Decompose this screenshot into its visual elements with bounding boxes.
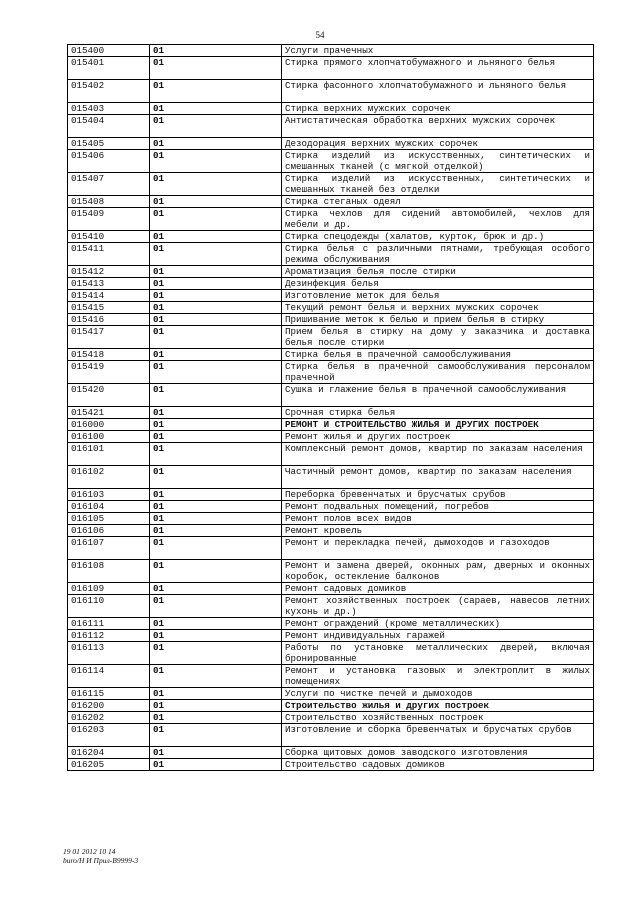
service-description-cell: Ремонт жилья и других построек <box>282 431 594 443</box>
section-number-cell: 01 <box>150 665 282 688</box>
service-code-cell: 015405 <box>68 138 150 150</box>
service-code-cell: 016204 <box>68 747 150 759</box>
section-number-cell: 01 <box>150 80 282 103</box>
table-row <box>68 115 594 138</box>
section-number-cell: 01 <box>150 407 282 419</box>
service-code-cell: 015418 <box>68 349 150 361</box>
service-code-cell: 015403 <box>68 103 150 115</box>
table-row <box>68 513 594 525</box>
service-code-cell: 015408 <box>68 196 150 208</box>
service-description-cell: Пришивание меток к белью и прием белья в стирку <box>282 314 594 326</box>
service-description-cell: Работы по установке металлических дверей, включая бронированные <box>282 642 594 665</box>
table-row <box>68 384 594 407</box>
table-row <box>68 700 594 712</box>
service-code-cell: 016113 <box>68 642 150 665</box>
service-description-cell: Ремонт и установка газовых и электроплит в жилых помещениях <box>282 665 594 688</box>
table-row <box>68 489 594 501</box>
section-number-cell: 01 <box>150 266 282 278</box>
section-number-cell: 01 <box>150 688 282 700</box>
table-row <box>68 80 594 103</box>
service-description-cell: Услуги по чистке печей и дымоходов <box>282 688 594 700</box>
table-row <box>68 314 594 326</box>
service-code-cell: 016108 <box>68 560 150 583</box>
service-code-cell: 015421 <box>68 407 150 419</box>
section-number-cell: 01 <box>150 278 282 290</box>
service-code-cell: 016202 <box>68 712 150 724</box>
service-description-cell: Строительство хозяйственных построек <box>282 712 594 724</box>
table-row <box>68 618 594 630</box>
table-row <box>68 407 594 419</box>
table-row <box>68 196 594 208</box>
service-description-cell: Строительство садовых домиков <box>282 759 594 771</box>
service-code-cell: 016101 <box>68 443 150 466</box>
section-number-cell: 01 <box>150 231 282 243</box>
table-row <box>68 724 594 747</box>
service-description-cell: Дезинфекция белья <box>282 278 594 290</box>
service-code-cell: 016102 <box>68 466 150 489</box>
table-row <box>68 525 594 537</box>
table-row <box>68 138 594 150</box>
section-number-cell: 01 <box>150 642 282 665</box>
section-number-cell: 01 <box>150 595 282 618</box>
table-row <box>68 630 594 642</box>
table-row <box>68 361 594 384</box>
table-row <box>68 688 594 700</box>
service-description-cell: Стирка изделий из искусственных, синтетических и смешанных тканей без отделки <box>282 173 594 196</box>
service-description-cell: Дезодорация верхних мужских сорочек <box>282 138 594 150</box>
section-number-cell: 01 <box>150 489 282 501</box>
section-number-cell: 01 <box>150 724 282 747</box>
service-code-cell: 016104 <box>68 501 150 513</box>
table-row <box>68 443 594 466</box>
service-description-cell: Антистатическая обработка верхних мужских сорочек <box>282 115 594 138</box>
service-description-cell: Ремонт полов всех видов <box>282 513 594 525</box>
page-number: 54 <box>315 30 325 40</box>
table-row <box>68 349 594 361</box>
service-description-cell: Стирка спецодежды (халатов, курток, брюк и др.) <box>282 231 594 243</box>
table-row <box>68 57 594 80</box>
service-code-cell: 016115 <box>68 688 150 700</box>
service-code-cell: 015412 <box>68 266 150 278</box>
service-code-cell: 015417 <box>68 326 150 349</box>
table-row <box>68 642 594 665</box>
footer-file-ref: buro/Н И Прил-В9999-3 <box>63 856 139 865</box>
table-row <box>68 103 594 115</box>
table-row <box>68 173 594 196</box>
table-body <box>68 45 594 771</box>
section-number-cell: 01 <box>150 349 282 361</box>
service-code-cell: 016105 <box>68 513 150 525</box>
table-row <box>68 501 594 513</box>
service-code-cell: 016107 <box>68 537 150 560</box>
service-description-cell: Строительство жилья и других построек <box>282 700 594 712</box>
service-code-cell: 015410 <box>68 231 150 243</box>
section-number-cell: 01 <box>150 759 282 771</box>
service-code-cell: 015411 <box>68 243 150 266</box>
footer-timestamp: 19 01 2012 10 14 <box>63 847 116 856</box>
service-code-cell: 015400 <box>68 45 150 57</box>
service-description-cell: Стирка белья в прачечной самообслуживания <box>282 349 594 361</box>
service-description-cell: Ремонт ограждений (кроме металлических) <box>282 618 594 630</box>
section-number-cell: 01 <box>150 45 282 57</box>
section-number-cell: 01 <box>150 560 282 583</box>
table-row <box>68 208 594 231</box>
section-number-cell: 01 <box>150 326 282 349</box>
section-number-cell: 01 <box>150 57 282 80</box>
section-number-cell: 01 <box>150 501 282 513</box>
section-number-cell: 01 <box>150 138 282 150</box>
table-row <box>68 326 594 349</box>
service-code-cell: 016106 <box>68 525 150 537</box>
service-description-cell: Ремонт и перекладка печей, дымоходов и газоходов <box>282 537 594 560</box>
table-row <box>68 45 594 57</box>
service-code-cell: 016114 <box>68 665 150 688</box>
service-description-cell: Сушка и глажение белья в прачечной самообслуживания <box>282 384 594 407</box>
service-description-cell: РЕМОНТ И СТРОИТЕЛЬСТВО ЖИЛЬЯ И ДРУГИХ ПОСТРОЕК <box>282 419 594 431</box>
service-code-cell: 015404 <box>68 115 150 138</box>
service-code-cell: 015413 <box>68 278 150 290</box>
section-number-cell: 01 <box>150 700 282 712</box>
section-number-cell: 01 <box>150 537 282 560</box>
service-description-cell: Стирка верхних мужских сорочек <box>282 103 594 115</box>
table-row <box>68 431 594 443</box>
section-number-cell: 01 <box>150 384 282 407</box>
table-row <box>68 266 594 278</box>
service-description-cell: Стирка фасонного хлопчатобумажного и льняного белья <box>282 80 594 103</box>
section-number-cell: 01 <box>150 712 282 724</box>
table-row <box>68 150 594 173</box>
service-code-cell: 016203 <box>68 724 150 747</box>
section-number-cell: 01 <box>150 361 282 384</box>
service-code-cell: 015420 <box>68 384 150 407</box>
service-description-cell: Ремонт хозяйственных построек (сараев, навесов летних кухонь и др.) <box>282 595 594 618</box>
section-number-cell: 01 <box>150 443 282 466</box>
service-description-cell: Ароматизация белья после стирки <box>282 266 594 278</box>
service-description-cell: Ремонт и замена дверей, оконных рам, дверных и оконных коробок, остекление балконов <box>282 560 594 583</box>
service-code-cell: 015406 <box>68 150 150 173</box>
service-description-cell: Текущий ремонт белья и верхних мужских сорочек <box>282 302 594 314</box>
section-number-cell: 01 <box>150 314 282 326</box>
service-code-cell: 015409 <box>68 208 150 231</box>
service-description-cell: Комплексный ремонт домов, квартир по заказам населения <box>282 443 594 466</box>
table-row <box>68 419 594 431</box>
section-number-cell: 01 <box>150 290 282 302</box>
service-code-cell: 016109 <box>68 583 150 595</box>
section-number-cell: 01 <box>150 466 282 489</box>
service-code-cell: 015416 <box>68 314 150 326</box>
section-number-cell: 01 <box>150 618 282 630</box>
section-number-cell: 01 <box>150 243 282 266</box>
service-description-cell: Изготовление и сборка бревенчатых и брусчатых срубов <box>282 724 594 747</box>
section-number-cell: 01 <box>150 525 282 537</box>
section-number-cell: 01 <box>150 196 282 208</box>
service-description-cell: Ремонт индивидуальных гаражей <box>282 630 594 642</box>
service-description-cell: Стирка белья с различными пятнами, требующая особого режима обслуживания <box>282 243 594 266</box>
service-code-cell: 016200 <box>68 700 150 712</box>
table-row <box>68 712 594 724</box>
service-description-cell: Ремонт садовых домиков <box>282 583 594 595</box>
service-code-cell: 016205 <box>68 759 150 771</box>
table-row <box>68 595 594 618</box>
service-description-cell: Прием белья в стирку на дому у заказчика и доставка белья после стирки <box>282 326 594 349</box>
table-row <box>68 243 594 266</box>
section-number-cell: 01 <box>150 173 282 196</box>
section-number-cell: 01 <box>150 115 282 138</box>
service-code-cell: 016112 <box>68 630 150 642</box>
table-row <box>68 290 594 302</box>
service-description-cell: Стирка чехлов для сидений автомобилей, чехлов для мебели и др. <box>282 208 594 231</box>
service-code-cell: 015419 <box>68 361 150 384</box>
table-row <box>68 231 594 243</box>
service-code-cell: 015401 <box>68 57 150 80</box>
table-row <box>68 537 594 560</box>
table-row <box>68 560 594 583</box>
service-description-cell: Стирка белья в прачечной самообслуживания персоналом прачечной <box>282 361 594 384</box>
table-row <box>68 759 594 771</box>
section-number-cell: 01 <box>150 208 282 231</box>
service-code-cell: 015402 <box>68 80 150 103</box>
section-number-cell: 01 <box>150 431 282 443</box>
service-description-cell: Изготовление меток для белья <box>282 290 594 302</box>
table-row <box>68 466 594 489</box>
section-number-cell: 01 <box>150 747 282 759</box>
service-description-cell: Стирка прямого хлопчатобумажного и льняного белья <box>282 57 594 80</box>
service-description-cell: Сборка щитовых домов заводского изготовления <box>282 747 594 759</box>
section-number-cell: 01 <box>150 630 282 642</box>
section-number-cell: 01 <box>150 419 282 431</box>
service-description-cell: Ремонт подвальных помещений, погребов <box>282 501 594 513</box>
service-code-cell: 015407 <box>68 173 150 196</box>
section-number-cell: 01 <box>150 513 282 525</box>
service-code-cell: 016111 <box>68 618 150 630</box>
section-number-cell: 01 <box>150 583 282 595</box>
table-row <box>68 665 594 688</box>
service-code-cell: 015415 <box>68 302 150 314</box>
section-number-cell: 01 <box>150 103 282 115</box>
service-description-cell: Ремонт кровель <box>282 525 594 537</box>
table-row <box>68 302 594 314</box>
service-codes-table <box>67 44 594 771</box>
service-description-cell: Услуги прачечных <box>282 45 594 57</box>
service-code-cell: 016000 <box>68 419 150 431</box>
service-description-cell: Стирка стеганых одеял <box>282 196 594 208</box>
table-row <box>68 747 594 759</box>
service-code-cell: 016110 <box>68 595 150 618</box>
table-row <box>68 583 594 595</box>
service-code-cell: 015414 <box>68 290 150 302</box>
table-row <box>68 278 594 290</box>
section-number-cell: 01 <box>150 150 282 173</box>
footer-stamp <box>63 847 138 865</box>
service-description-cell: Срочная стирка белья <box>282 407 594 419</box>
service-code-cell: 016103 <box>68 489 150 501</box>
service-description-cell: Частичный ремонт домов, квартир по заказам населения <box>282 466 594 489</box>
service-description-cell: Стирка изделий из искусственных, синтетических и смешанных тканей (с мягкой отделкой) <box>282 150 594 173</box>
service-description-cell: Переборка бревенчатых и брусчатых срубов <box>282 489 594 501</box>
section-number-cell: 01 <box>150 302 282 314</box>
service-code-cell: 016100 <box>68 431 150 443</box>
